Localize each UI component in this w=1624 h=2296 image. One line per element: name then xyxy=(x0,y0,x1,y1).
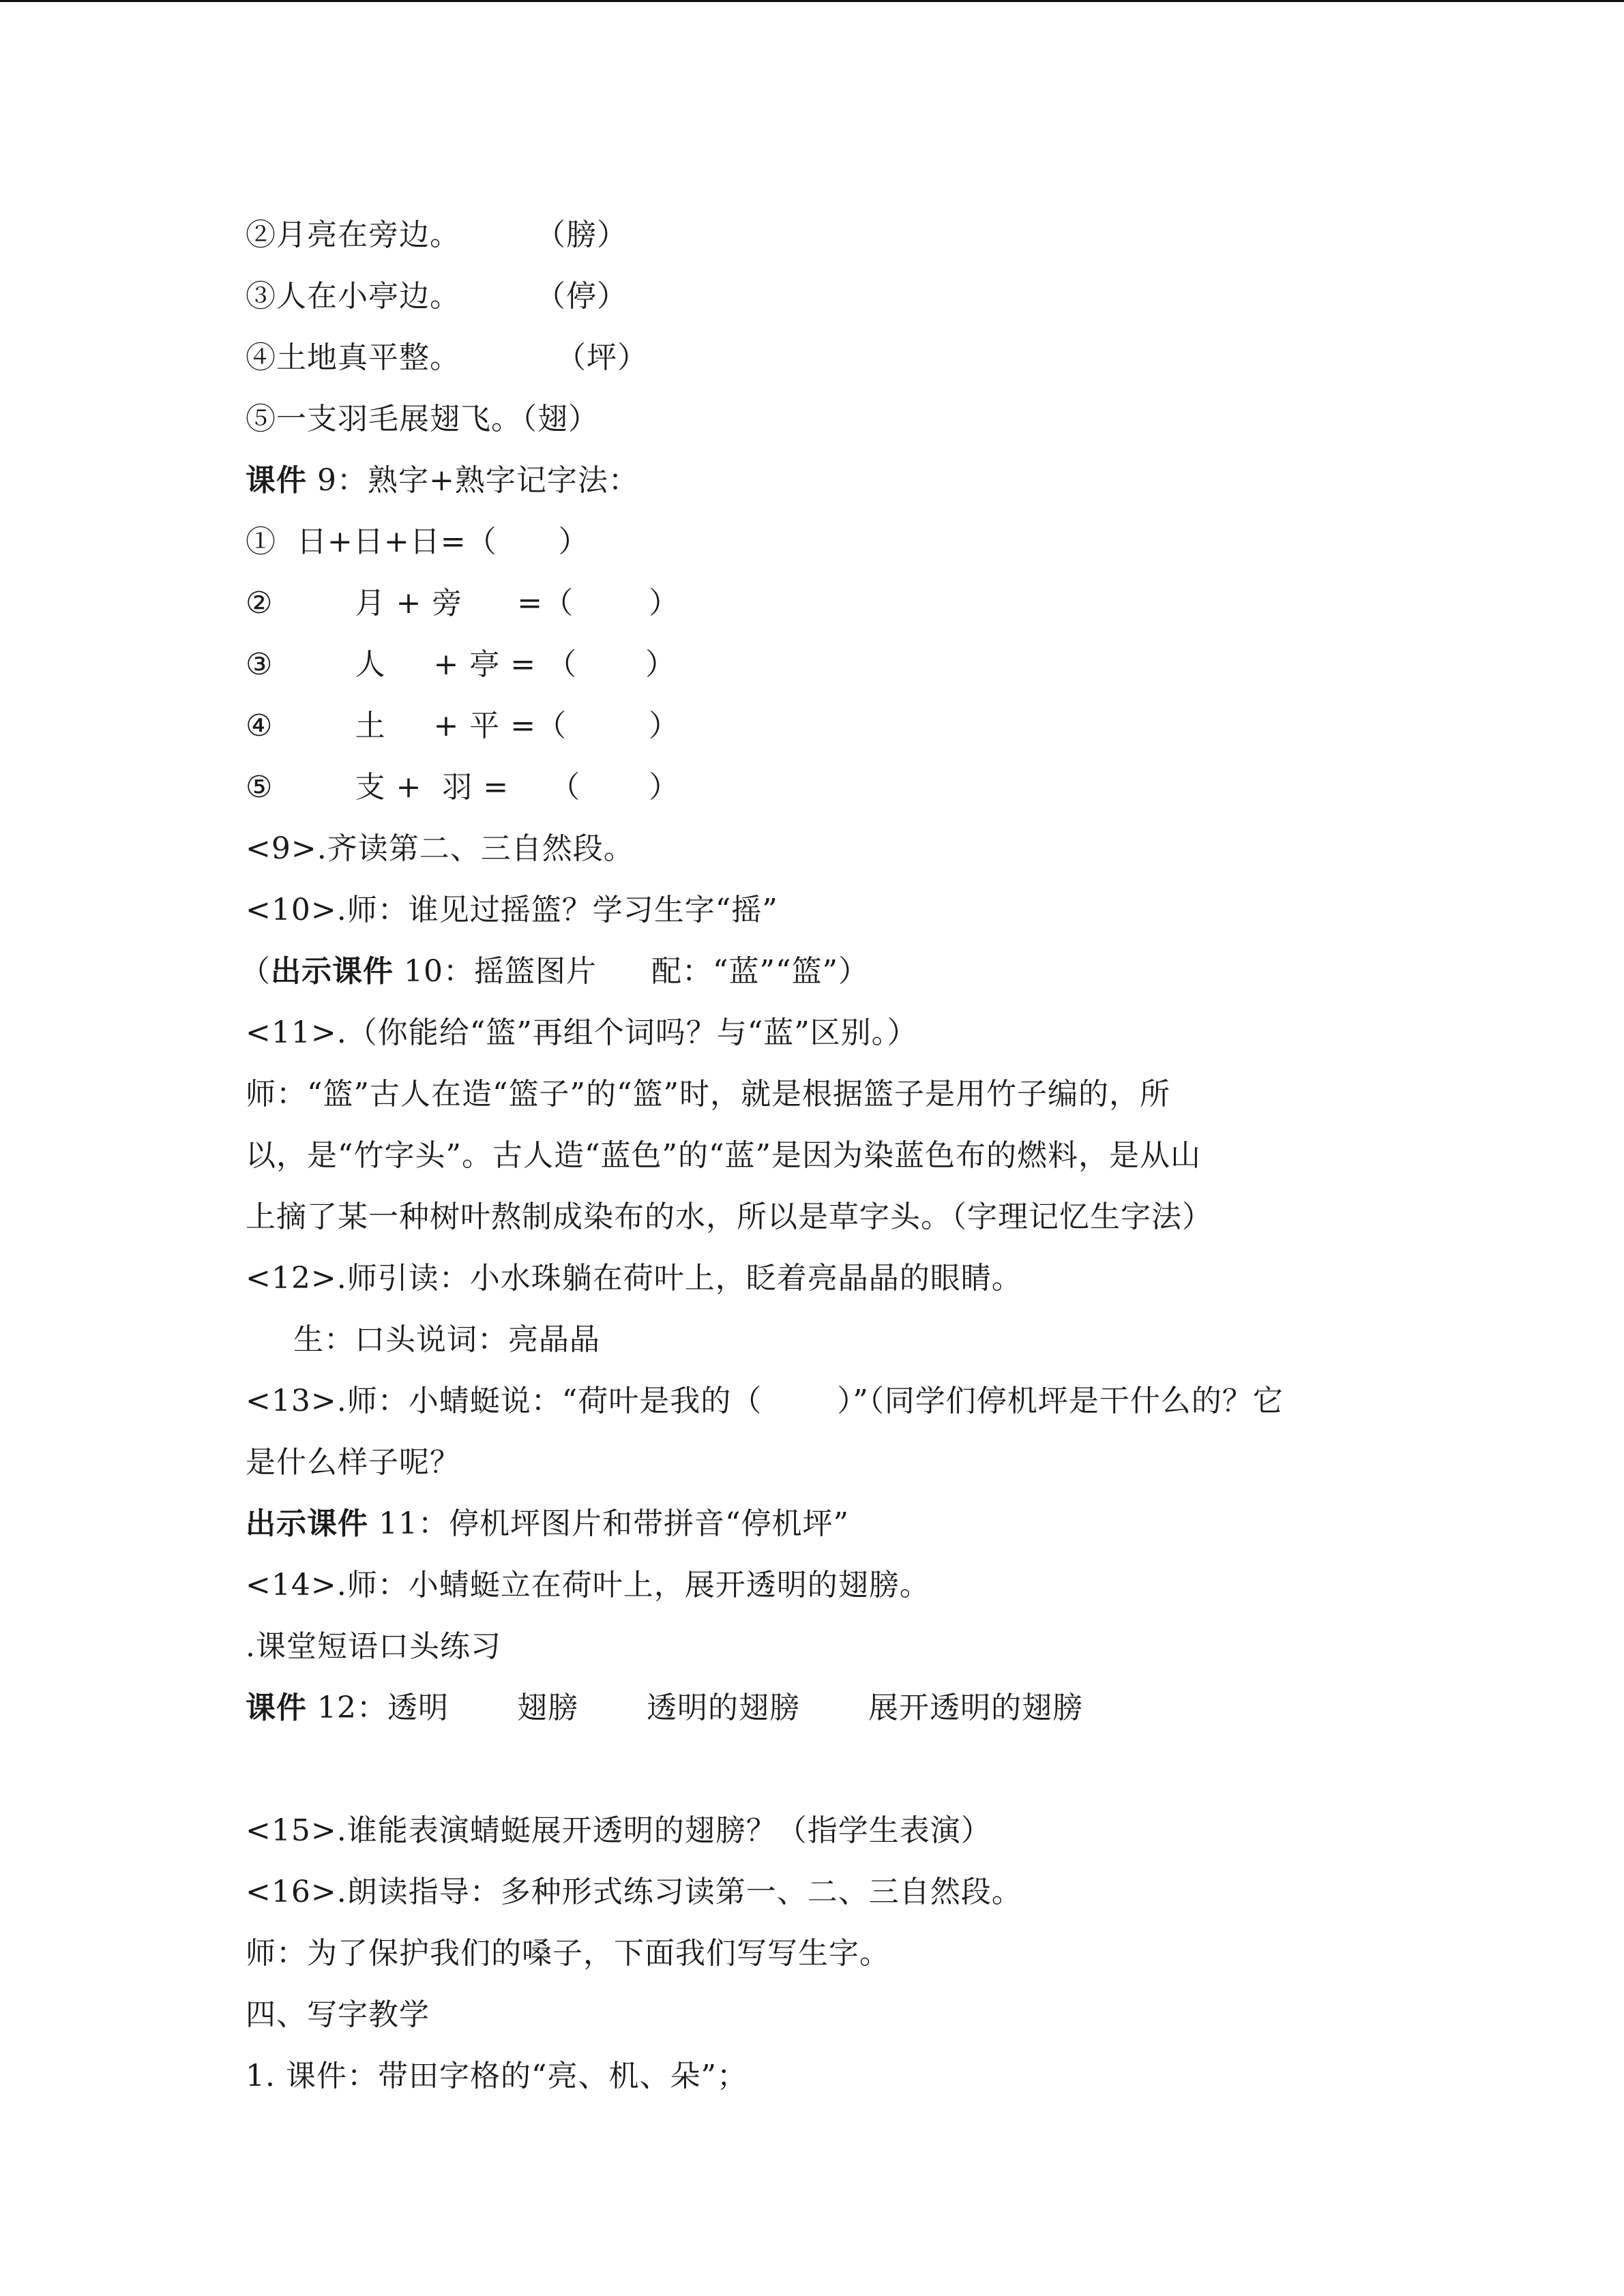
formula-text: 人 xyxy=(355,647,386,682)
text-segment: 9：熟字+熟字记字法： xyxy=(307,463,639,498)
formula-line xyxy=(246,702,679,750)
answer-char: （膀） xyxy=(535,218,628,252)
text-segment: 四、写字教学 xyxy=(246,1997,430,2032)
text-line xyxy=(246,1623,501,1671)
text-segment: 配：“蓝”“篮”） xyxy=(651,954,869,989)
text-line xyxy=(246,1255,1022,1302)
text-segment: <9>.齐读第二、三自然段。 xyxy=(246,831,634,866)
text-segment: <14>.师：小蜻蜓立在荷叶上，展开透明的翅膀。 xyxy=(246,1568,930,1602)
text-line xyxy=(246,1439,460,1487)
text-segment: 上摘了某一种树叶熬制成染布的水，所以是草字头。（字理记忆生字法） xyxy=(246,1199,1213,1234)
formula-open: （ xyxy=(550,770,581,805)
formula-close: ） xyxy=(649,709,680,743)
text-line xyxy=(246,1132,1201,1180)
phrase: 12：透明 xyxy=(307,1690,449,1725)
formula-number: ⑤ xyxy=(246,770,274,805)
text-segment: <16>.朗读指导：多种形式练习读第一、二、三自然段。 xyxy=(246,1875,1022,1909)
text-segment: <15>.谁能表演蜻蜓展开透明的翅膀？（指学生表演） xyxy=(246,1813,992,1848)
formula-text: 支 + 羽 = xyxy=(355,770,510,805)
courseware-line xyxy=(240,948,869,996)
text-line xyxy=(246,1562,930,1609)
bold-label: 课件 xyxy=(246,1690,307,1725)
formula-line xyxy=(246,764,679,811)
text-line xyxy=(246,2053,748,2100)
text-segment: <11>.（你能给“篮”再组个词吗？与“蓝”区别。） xyxy=(246,1015,918,1050)
text-segment: 师：为了保护我们的嗓子，下面我们写写生字。 xyxy=(246,1936,890,1971)
formula-close: ） xyxy=(558,524,589,559)
text-segment: ③人在小亭边。 xyxy=(246,279,460,314)
text-segment: ）”（同学们停机坪是干什么的？它 xyxy=(837,1384,1284,1418)
formula-line xyxy=(246,518,589,566)
formula-close: ） xyxy=(649,770,680,805)
text-line xyxy=(246,1807,992,1855)
formula-text: ① 日+日+日=（ xyxy=(246,524,497,559)
text-line xyxy=(246,334,648,382)
section-heading xyxy=(246,1991,430,2039)
text-segment: 生：口头说词：亮晶晶 xyxy=(293,1322,600,1357)
text-segment: 以，是“竹字头”。古人造“蓝色”的“蓝”是因为染蓝色布的燃料，是从山 xyxy=(246,1138,1201,1173)
courseware-line xyxy=(246,1684,1083,1732)
formula-number: ③ xyxy=(246,647,274,682)
text-segment: <10>.师：谁见过摇篮？学习生字“摇” xyxy=(246,893,778,927)
text-line xyxy=(246,1377,1284,1425)
formula-line xyxy=(246,641,676,689)
answer-char: （坪） xyxy=(556,340,648,375)
formula-open: + 平 =（ xyxy=(433,709,567,743)
text-segment: 11：停机坪图片和带拼音“停机坪” xyxy=(368,1506,849,1541)
formula-open: =（ xyxy=(517,586,574,621)
bold-label: 出示课件 xyxy=(271,954,394,989)
text-segment: <12>.师引读：小水珠躺在荷叶上，眨着亮晶晶的眼睛。 xyxy=(246,1261,1022,1296)
paren-open: （ xyxy=(240,954,271,989)
text-line xyxy=(246,1868,1022,1916)
text-segment: 师：“篮”古人在造“篮子”的“篮”时，就是根据篮子是用竹子编的，所 xyxy=(246,1077,1170,1112)
formula-close: ） xyxy=(645,647,677,682)
text-segment: <13>.师：小蜻蜓说：“荷叶是我的（ xyxy=(246,1384,763,1418)
text-segment: 是什么样子呢？ xyxy=(246,1445,460,1480)
text-line xyxy=(246,1930,890,1978)
formula-close: ） xyxy=(649,586,680,621)
answer-char: （停） xyxy=(535,279,628,314)
text-line xyxy=(246,825,634,873)
text-line xyxy=(246,273,628,320)
formula-open: + 亭 = （ xyxy=(433,647,578,682)
bold-label: 出示课件 xyxy=(246,1506,368,1541)
courseware-heading xyxy=(246,457,639,505)
text-line xyxy=(246,1193,1213,1241)
formula-text: 土 xyxy=(355,709,386,743)
courseware-line xyxy=(246,1500,849,1548)
text-line xyxy=(246,886,778,934)
text-line xyxy=(246,1071,1170,1118)
text-segment: 1. 课件：带田字格的“亮、机、朵”； xyxy=(246,2059,748,2093)
text-line xyxy=(246,1009,918,1057)
formula-number: ② xyxy=(246,586,274,621)
phrase: 展开透明的翅膀 xyxy=(868,1690,1083,1725)
text-line xyxy=(293,1316,600,1364)
text-segment: ②月亮在旁边。 xyxy=(246,218,460,252)
text-line xyxy=(246,396,599,443)
phrase: 翅膀 xyxy=(516,1690,578,1725)
text-segment: .课堂短语口头练习 xyxy=(246,1629,501,1664)
text-segment: ④土地真平整。 xyxy=(246,340,460,375)
bold-label: 课件 xyxy=(246,463,307,498)
text-segment: ⑤一支羽毛展翅飞。（翅） xyxy=(246,402,599,436)
formula-number: ④ xyxy=(246,709,274,743)
phrase: 透明的翅膀 xyxy=(646,1690,800,1725)
formula-line xyxy=(246,580,679,627)
text-segment: 10：摇篮图片 xyxy=(394,954,597,989)
formula-text: 月 + 旁 xyxy=(355,586,463,621)
text-line xyxy=(246,211,628,259)
